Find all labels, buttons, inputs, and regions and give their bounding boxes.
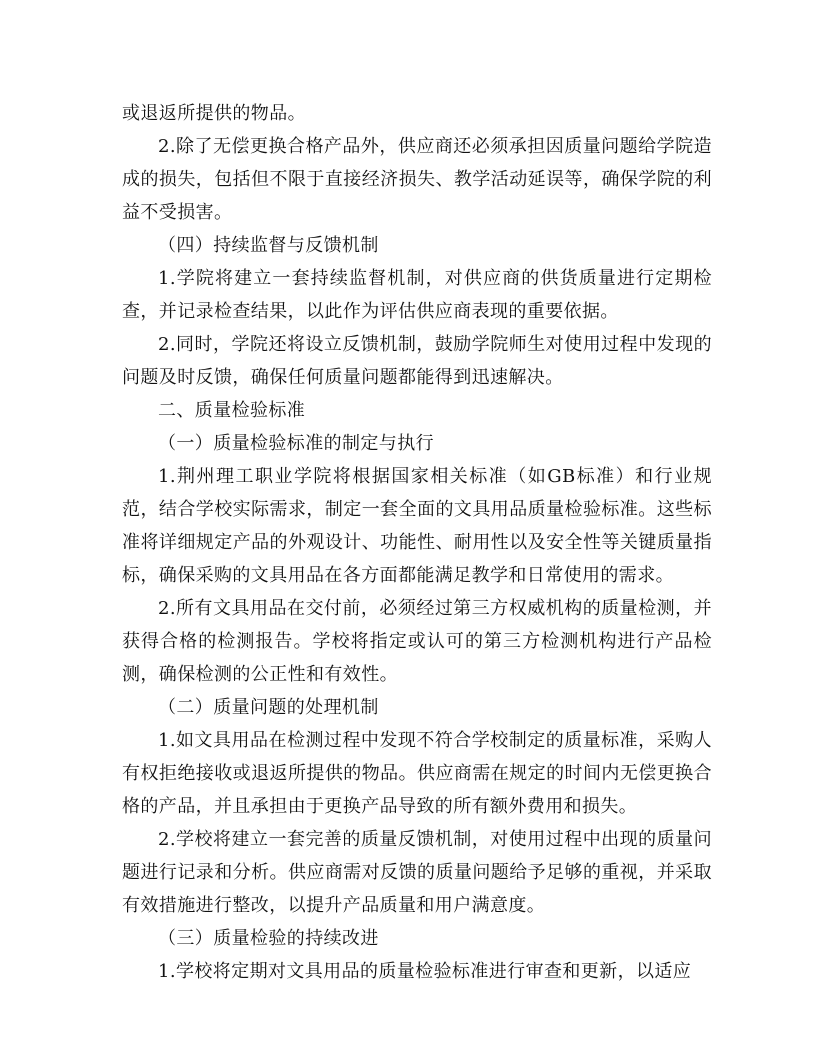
subsection-heading: （一）质量检验标准的制定与执行 bbox=[158, 433, 434, 454]
paragraph: 2.所有文具用品在交付前，必须经过第三方权威机构的质量检测，并获得合格的检测报告。学校将指定或认可的第三方检测机构进行产品检测，确保检测的公正性和有效性。 bbox=[122, 598, 712, 685]
paragraph-continuation: 或退返所提供的物品。 bbox=[122, 103, 306, 124]
subsection-heading: （二）质量问题的处理机制 bbox=[158, 697, 379, 718]
paragraph: 1.如文具用品在检测过程中发现不符合学校制定的质量标准，采购人有权拒绝接收或退返所提供的物品。供应商需在规定的时间内无偿更换合格的产品，并且承担由于更换产品导致的所有额外费用和损失。 bbox=[122, 730, 712, 817]
paragraph: 1.学校将定期对文具用品的质量检验标准进行审查和更新，以适应 bbox=[158, 961, 692, 982]
paragraph: 2.除了无偿更换合格产品外，供应商还必须承担因质量问题给学院造成的损失，包括但不限于直接经济损失、教学活动延误等，确保学院的利益不受损害。 bbox=[122, 136, 712, 223]
paragraph: 1.荆州理工职业学院将根据国家相关标准（如GB标准）和行业规范，结合学校实际需求，制定一套全面的文具用品质量检验标准。这些标准将详细规定产品的外观设计、功能性、耐用性以及安全性等关键质量指标，确保采购的文具用品在各方面都能满足教学和日常使用的需求。 bbox=[122, 466, 712, 586]
paragraph: 2.同时，学院还将设立反馈机制，鼓励学院师生对使用过程中发现的问题及时反馈，确保任何质量问题都能得到迅速解决。 bbox=[122, 334, 712, 388]
subsection-heading: （四）持续监督与反馈机制 bbox=[158, 235, 379, 256]
subsection-heading: （三）质量检验的持续改进 bbox=[158, 928, 379, 949]
paragraph: 2.学校将建立一套完善的质量反馈机制，对使用过程中出现的质量问题进行记录和分析。供应商需对反馈的质量问题给予足够的重视，并采取有效措施进行整改，以提升产品质量和用户满意度。 bbox=[122, 829, 712, 916]
paragraph: 1.学院将建立一套持续监督机制，对供应商的供货质量进行定期检查，并记录检查结果，以此作为评估供应商表现的重要依据。 bbox=[122, 268, 712, 322]
section-heading: 二、质量检验标准 bbox=[158, 400, 306, 421]
document-body bbox=[122, 97, 712, 988]
